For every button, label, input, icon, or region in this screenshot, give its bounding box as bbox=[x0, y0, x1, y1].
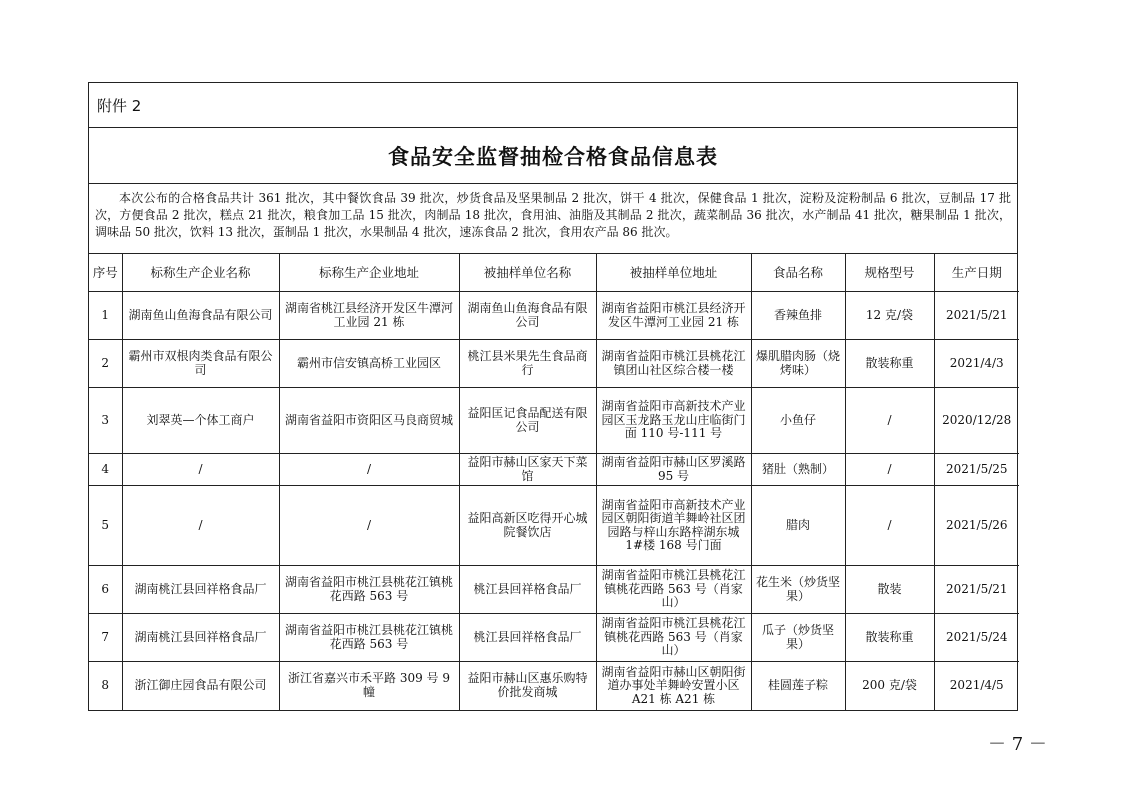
table-cell: 湖南桃江县回祥格食品厂 bbox=[122, 614, 279, 662]
table-cell: 湖南省益阳市桃江县桃花江镇桃花西路 563 号 bbox=[279, 614, 459, 662]
table-cell: 湖南省益阳市赫山区朝阳街道办事处羊舞岭安置小区 A21 栋 A21 栋 bbox=[596, 662, 751, 710]
column-header: 规格型号 bbox=[845, 254, 934, 292]
attachment-label: 附件 2 bbox=[89, 83, 1017, 128]
table-cell: 益阳市赫山区惠乐购特价批发商城 bbox=[459, 662, 596, 710]
table-cell: 益阳匡记食品配送有限公司 bbox=[459, 388, 596, 454]
table-cell: 2021/5/26 bbox=[934, 486, 1019, 566]
table-cell: / bbox=[122, 486, 279, 566]
table-cell: 湖南省桃江县经济开发区牛潭河工业园 21 栋 bbox=[279, 292, 459, 340]
column-header: 被抽样单位名称 bbox=[459, 254, 596, 292]
table-cell: 2021/5/24 bbox=[934, 614, 1019, 662]
table-cell: 6 bbox=[89, 566, 122, 614]
table-cell: 香辣鱼排 bbox=[751, 292, 845, 340]
table-cell: 浙江省嘉兴市禾平路 309 号 9 幢 bbox=[279, 662, 459, 710]
table-cell: 湖南省益阳市资阳区马良商贸城 bbox=[279, 388, 459, 454]
table-row bbox=[89, 454, 1019, 486]
table-cell: 2021/4/5 bbox=[934, 662, 1019, 710]
table-cell: 1 bbox=[89, 292, 122, 340]
summary-paragraph: 本次公布的合格食品共计 361 批次，其中餐饮食品 39 批次，炒货食品及坚果制品 2 批次，饼干 4 批次，保健食品 1 批次，淀粉及淀粉制品 6 批次，豆制品 17 批次，方便食品 2 批次，糕点 21 批次，粮食加工品 15 批次，肉制品 18 批次，食用油、油脂及其制品 2 批次，蔬菜制品 36 批次，水产制品 41 批次，糖果制品 1 批次，调味品 50 批次，饮料 13 批次，蛋制品 1 批次，水果制品 4 批次，速冻食品 2 批次，食用农产品 86 批次。 bbox=[89, 184, 1017, 254]
table-cell: 湖南省益阳市桃江县桃花江镇桃花西路 563 号（肖家山） bbox=[596, 566, 751, 614]
table-row bbox=[89, 662, 1019, 710]
table-cell: / bbox=[279, 486, 459, 566]
table-cell: 猪肚（熟制） bbox=[751, 454, 845, 486]
table-row bbox=[89, 614, 1019, 662]
column-header: 食品名称 bbox=[751, 254, 845, 292]
table-row bbox=[89, 292, 1019, 340]
table-cell: 花生米（炒货坚果） bbox=[751, 566, 845, 614]
table-cell: 散装 bbox=[845, 566, 934, 614]
table-cell: 桃江县回祥格食品厂 bbox=[459, 566, 596, 614]
table-row bbox=[89, 388, 1019, 454]
table-cell: 腊肉 bbox=[751, 486, 845, 566]
table-cell: / bbox=[279, 454, 459, 486]
table-cell: 2020/12/28 bbox=[934, 388, 1019, 454]
table-cell: 7 bbox=[89, 614, 122, 662]
table-cell: / bbox=[845, 486, 934, 566]
table-cell: 2021/5/21 bbox=[934, 292, 1019, 340]
table-cell: 12 克/袋 bbox=[845, 292, 934, 340]
table-cell: / bbox=[845, 388, 934, 454]
table-cell: / bbox=[845, 454, 934, 486]
table-row bbox=[89, 566, 1019, 614]
table-cell: 2021/4/3 bbox=[934, 340, 1019, 388]
info-sheet bbox=[88, 82, 1018, 711]
table-cell: 湖南鱼山鱼海食品有限公司 bbox=[459, 292, 596, 340]
table-cell: 5 bbox=[89, 486, 122, 566]
table-cell: 桂圆莲子粽 bbox=[751, 662, 845, 710]
table-cell: 桃江县米果先生食品商行 bbox=[459, 340, 596, 388]
table-row bbox=[89, 340, 1019, 388]
table-cell: 刘翠英—个体工商户 bbox=[122, 388, 279, 454]
table-cell: 浙江御庄园食品有限公司 bbox=[122, 662, 279, 710]
table-cell: 湖南省益阳市桃江县经济开发区牛潭河工业园 21 栋 bbox=[596, 292, 751, 340]
table-cell: 湖南省益阳市桃江县桃花江镇桃花西路 563 号 bbox=[279, 566, 459, 614]
table-cell: 散装称重 bbox=[845, 614, 934, 662]
table-cell: 益阳高新区吃得开心城院餐饮店 bbox=[459, 486, 596, 566]
column-header: 标称生产企业地址 bbox=[279, 254, 459, 292]
table-cell: 益阳市赫山区家天下菜馆 bbox=[459, 454, 596, 486]
table-cell: 瓜子（炒货坚果） bbox=[751, 614, 845, 662]
table-cell: 4 bbox=[89, 454, 122, 486]
table-cell: 湖南省益阳市桃江县桃花江镇团山社区综合楼一楼 bbox=[596, 340, 751, 388]
column-header: 被抽样单位地址 bbox=[596, 254, 751, 292]
table-body bbox=[89, 292, 1019, 710]
table-cell: / bbox=[122, 454, 279, 486]
table-cell: 湖南鱼山鱼海食品有限公司 bbox=[122, 292, 279, 340]
table-cell: 湖南省益阳市高新技术产业园区玉龙路玉龙山庄临街门面 110 号-111 号 bbox=[596, 388, 751, 454]
document-title: 食品安全监督抽检合格食品信息表 bbox=[89, 128, 1017, 184]
table-cell: 湖南省益阳市高新技术产业园区朝阳街道羊舞岭社区团园路与梓山东路梓湖东城 1#楼 168 号门面 bbox=[596, 486, 751, 566]
page-number: － 7 － bbox=[988, 734, 1047, 755]
table-cell: 霸州市信安镇高桥工业园区 bbox=[279, 340, 459, 388]
table-cell: 霸州市双根肉类食品有限公司 bbox=[122, 340, 279, 388]
table-cell: 桃江县回祥格食品厂 bbox=[459, 614, 596, 662]
table-cell: 2 bbox=[89, 340, 122, 388]
table-cell: 2021/5/21 bbox=[934, 566, 1019, 614]
column-header: 生产日期 bbox=[934, 254, 1019, 292]
table-cell: 200 克/袋 bbox=[845, 662, 934, 710]
column-header: 标称生产企业名称 bbox=[122, 254, 279, 292]
table-cell: 8 bbox=[89, 662, 122, 710]
table-cell: 爆肌腊肉肠（烧烤味） bbox=[751, 340, 845, 388]
table-row bbox=[89, 486, 1019, 566]
table-cell: 小鱼仔 bbox=[751, 388, 845, 454]
table-cell: 3 bbox=[89, 388, 122, 454]
table-header-row bbox=[89, 254, 1019, 292]
table-cell: 散装称重 bbox=[845, 340, 934, 388]
food-info-table bbox=[89, 254, 1019, 710]
table-cell: 湖南省益阳市桃江县桃花江镇桃花西路 563 号（肖家山） bbox=[596, 614, 751, 662]
column-header: 序号 bbox=[89, 254, 122, 292]
table-cell: 湖南桃江县回祥格食品厂 bbox=[122, 566, 279, 614]
table-cell: 湖南省益阳市赫山区罗溪路 95 号 bbox=[596, 454, 751, 486]
table-cell: 2021/5/25 bbox=[934, 454, 1019, 486]
